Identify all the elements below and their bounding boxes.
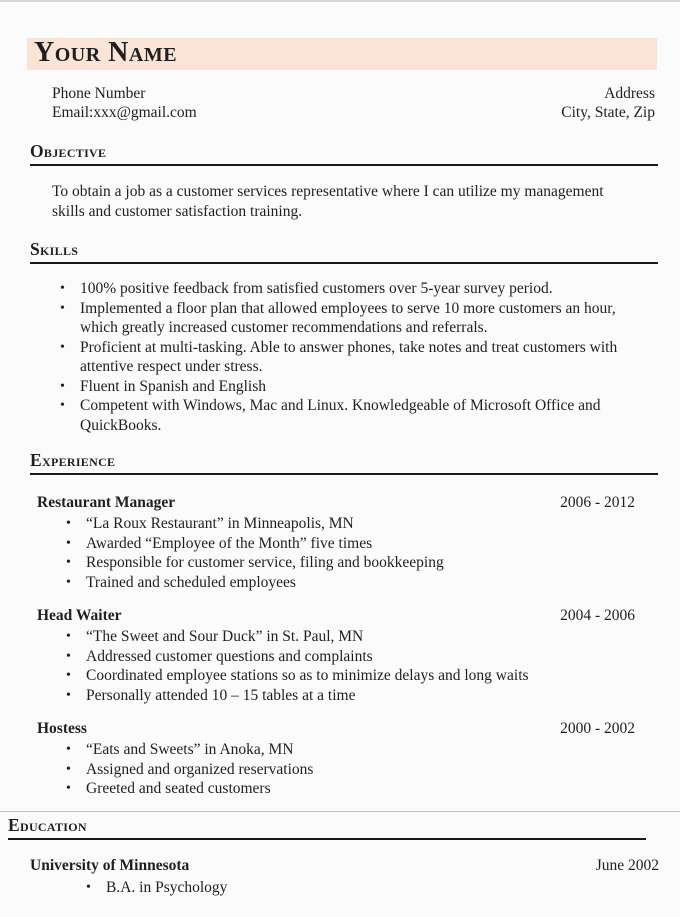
job-entry-hostess — [0, 719, 680, 799]
page-title: Your Name — [34, 36, 178, 68]
bullet-icon: • — [60, 300, 65, 316]
job-title: Hostess — [37, 720, 87, 737]
bullet-icon: • — [66, 687, 71, 703]
job-bullet — [66, 779, 650, 799]
section-title-objective: Objective — [30, 142, 658, 166]
skill-text: 100% positive feedback from satisfied customers over 5-year survey period. — [80, 280, 553, 297]
job-bullet — [66, 760, 650, 780]
graduation-date: June 2002 — [595, 856, 659, 874]
contact-block — [52, 84, 655, 122]
education-entry — [30, 856, 659, 876]
skill-item — [60, 338, 650, 377]
contact-phone: Phone Number — [52, 85, 146, 102]
job-bullet-text: “La Roux Restaurant” in Minneapolis, MN — [86, 515, 354, 532]
degree-text: B.A. in Psychology — [106, 878, 228, 896]
skill-text: Proficient at multi-tasking. Able to answer phones, take notes and treat customers with attentive respect under stress. — [80, 338, 618, 375]
skills-list — [0, 279, 650, 435]
bullet-icon: • — [60, 378, 65, 394]
job-entry-head-waiter — [0, 606, 680, 705]
name-header-bar — [27, 38, 657, 70]
contact-address: Address — [604, 85, 655, 102]
job-dates: 2000 - 2002 — [560, 720, 635, 737]
job-bullet-text: Coordinated employee stations so as to minimize delays and long waits — [86, 667, 529, 684]
page-top-edge — [0, 0, 680, 2]
job-dates: 2006 - 2012 — [560, 494, 635, 511]
job-bullet-text: Responsible for customer service, filing and bookkeeping — [86, 554, 444, 571]
contact-right-column — [561, 84, 655, 122]
job-title: Head Waiter — [37, 607, 122, 624]
job-bullet — [66, 573, 650, 593]
objective-text: To obtain a job as a customer services representative where I can utilize my management skills and customer satisfaction training. — [52, 183, 604, 220]
contact-left-column — [52, 84, 197, 122]
bullet-icon: • — [86, 879, 91, 895]
job-bullet-list — [0, 627, 650, 705]
school-name: University of Minnesota — [30, 856, 190, 874]
bullet-icon: • — [66, 574, 71, 590]
bullet-icon: • — [66, 761, 71, 777]
skill-item — [60, 299, 650, 338]
skill-text: Fluent in Spanish and English — [80, 377, 266, 395]
section-title-skills: Skills — [30, 240, 658, 264]
bullet-icon: • — [66, 742, 71, 757]
job-bullet-text: Trained and scheduled employees — [86, 573, 296, 591]
bullet-icon: • — [66, 648, 71, 664]
job-bullet — [66, 740, 650, 760]
skill-item — [60, 396, 650, 435]
job-header — [37, 493, 635, 513]
bullet-icon: • — [66, 668, 71, 683]
job-bullet-list — [0, 514, 650, 592]
job-bullet-text: Addressed customer questions and complaints — [86, 647, 373, 665]
education-bullet-list — [0, 878, 650, 898]
bullet-icon: • — [60, 281, 65, 296]
job-bullet-text: Assigned and organized reservations — [86, 760, 314, 778]
section-title-experience: Experience — [30, 451, 658, 475]
bullet-icon: • — [60, 398, 65, 413]
education-divider-rule — [0, 811, 680, 812]
job-bullet-text: Greeted and seated customers — [86, 780, 271, 797]
job-bullet — [66, 686, 650, 706]
section-title-education: Education — [8, 816, 646, 840]
job-bullet-text: “Eats and Sweets” in Anoka, MN — [86, 741, 294, 758]
job-bullet-text: Personally attended 10 – 15 tables at a time — [86, 686, 356, 704]
bullet-icon: • — [66, 629, 71, 644]
bullet-icon: • — [66, 555, 71, 570]
skill-text: Implemented a floor plan that allowed employees to serve 10 more customers an hour, which greatly increased customer recommendations and referrals. — [80, 299, 616, 336]
bullet-icon: • — [60, 339, 65, 355]
bullet-icon: • — [66, 535, 71, 551]
job-bullet — [66, 666, 650, 686]
skill-item — [60, 377, 650, 397]
job-bullet — [66, 514, 650, 534]
job-bullet-list — [0, 740, 650, 799]
bullet-icon: • — [66, 516, 71, 531]
job-entry-restaurant-manager — [0, 493, 680, 592]
contact-email: Email:xxx@gmail.com — [52, 104, 197, 121]
job-header — [37, 719, 635, 739]
job-bullet — [66, 627, 650, 647]
job-title: Restaurant Manager — [37, 494, 176, 511]
job-bullet — [66, 647, 650, 667]
job-bullet — [66, 553, 650, 573]
job-bullet — [66, 534, 650, 554]
job-bullet-text: Awarded “Employee of the Month” five times — [86, 534, 373, 552]
bullet-icon: • — [66, 781, 71, 796]
skill-item — [60, 279, 650, 299]
education-bullet — [86, 878, 650, 898]
job-dates: 2004 - 2006 — [560, 607, 635, 624]
contact-city-state-zip: City, State, Zip — [561, 104, 655, 121]
skill-text: Competent with Windows, Mac and Linux. Knowledgeable of Microsoft Office and QuickBooks. — [80, 397, 601, 434]
job-bullet-text: “The Sweet and Sour Duck” in St. Paul, MN — [86, 628, 364, 645]
job-header — [37, 606, 635, 626]
